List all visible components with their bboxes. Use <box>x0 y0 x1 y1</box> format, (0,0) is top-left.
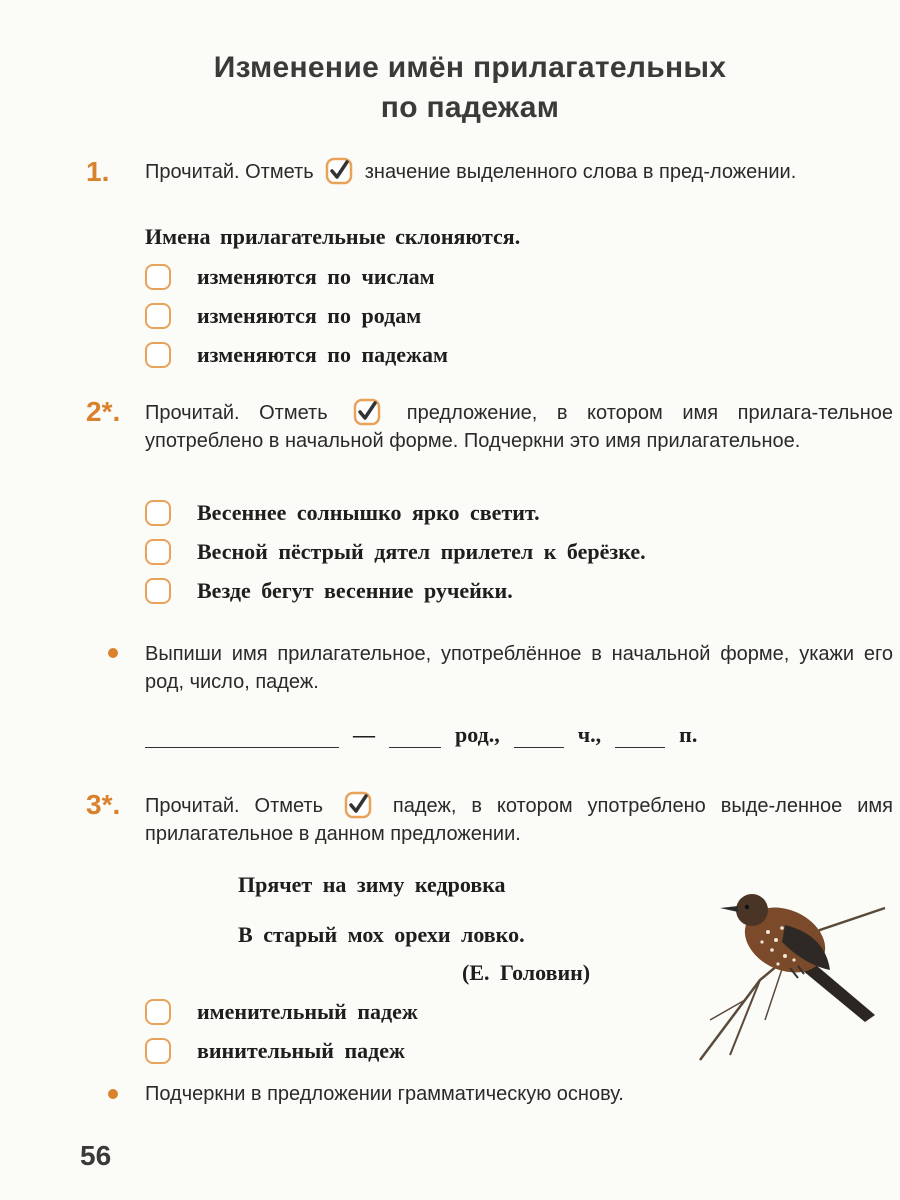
task-3-instr-part2: падеж, в котором употреблено выде-ленное имя прилагательное в данном предложении. <box>145 795 893 845</box>
task-2-instr-part2: предложение, в котором имя прилага-тельное употреблено в начальной форме. Подчеркни это имя прилагательное. <box>145 402 893 452</box>
answer-line-case[interactable] <box>615 725 665 748</box>
option-label: Весеннее солнышко ярко светит. <box>197 500 540 525</box>
task-3-bullet-text: Подчеркни в предложении грамматическую основу. <box>145 1083 624 1105</box>
task-2-option-2[interactable] <box>145 537 646 567</box>
task-3-instruction <box>145 791 893 848</box>
blank-dash: — <box>353 722 375 747</box>
option-label: Везде бегут весенние ручейки. <box>197 578 513 603</box>
page-number: 56 <box>80 1140 112 1171</box>
task-2-instr-part1: Прочитай. Отметь <box>145 402 328 424</box>
task-1-option-3[interactable] <box>145 340 448 370</box>
check-mark-icon <box>344 791 372 819</box>
answer-blanks <box>145 718 711 748</box>
title-line-2: по падежам <box>380 91 560 124</box>
checkbox[interactable] <box>145 342 171 368</box>
answer-line-number[interactable] <box>514 725 564 748</box>
task-1-option-2[interactable] <box>145 301 421 331</box>
check-mark-icon <box>325 157 353 185</box>
task-2-option-3[interactable] <box>145 576 513 606</box>
task-1-instruction <box>145 157 893 186</box>
task-1-instr-part2: значение выделенного слова в пред-ложении. <box>364 161 797 183</box>
answer-line-word[interactable] <box>145 725 339 748</box>
task-1-instr-part1: Прочитай. Отметь <box>145 161 314 183</box>
option-label: изменяются по числам <box>197 264 435 289</box>
checkbox[interactable] <box>145 578 171 604</box>
option-label: винительный падеж <box>197 1038 406 1063</box>
bullet-icon <box>108 648 118 658</box>
task-2-bullet-text: Выпиши имя прилагательное, употреблённое в начальной форме, укажи его род, число, падеж. <box>145 643 893 693</box>
poem-author: (Е. Головин) <box>462 960 591 985</box>
task-2-number: 2*. <box>86 396 121 427</box>
poem-line-2-end: мох орехи ловко. <box>347 922 525 947</box>
task-1-sentence <box>145 224 520 250</box>
option-label: именительный падеж <box>197 999 418 1024</box>
task-3-option-2[interactable] <box>145 1036 405 1066</box>
task-2-instruction <box>145 398 893 455</box>
option-label: Весной пёстрый дятел прилетел к берёзке. <box>197 539 646 564</box>
checkbox[interactable] <box>145 539 171 565</box>
checkbox[interactable] <box>145 1038 171 1064</box>
poem-line-2-start: В <box>238 922 253 947</box>
bullet-icon <box>108 1089 118 1099</box>
poem-highlight-word: старый <box>263 922 338 947</box>
poem-line-2 <box>238 922 525 948</box>
title-line-1: Изменение имён прилагательных <box>213 51 727 84</box>
blank-case-label: п. <box>679 722 698 747</box>
page-title <box>150 48 790 128</box>
checkbox[interactable] <box>145 999 171 1025</box>
checkbox[interactable] <box>145 264 171 290</box>
task-2-option-1[interactable] <box>145 498 540 528</box>
answer-line-gender[interactable] <box>389 725 441 748</box>
task-3-number: 3*. <box>86 789 121 820</box>
nutcracker-bird-illustration <box>690 870 890 1070</box>
task-1-option-1[interactable] <box>145 262 435 292</box>
option-label: изменяются по падежам <box>197 342 448 367</box>
poem-line-1: Прячет на зиму кедровка <box>238 872 506 897</box>
blank-gender-label: род., <box>455 722 500 747</box>
task-1-sentence-start: Имена прилагательные <box>145 224 386 249</box>
checkbox[interactable] <box>145 303 171 329</box>
check-mark-icon <box>353 398 381 426</box>
checkbox[interactable] <box>145 500 171 526</box>
option-label: изменяются по родам <box>197 303 422 328</box>
task-1-number: 1. <box>86 156 110 187</box>
task-3-instr-part1: Прочитай. Отметь <box>145 795 324 817</box>
task-1-sentence-highlight: склоняются. <box>395 224 521 249</box>
blank-number-label: ч., <box>577 722 602 747</box>
task-3-option-1[interactable] <box>145 997 418 1027</box>
